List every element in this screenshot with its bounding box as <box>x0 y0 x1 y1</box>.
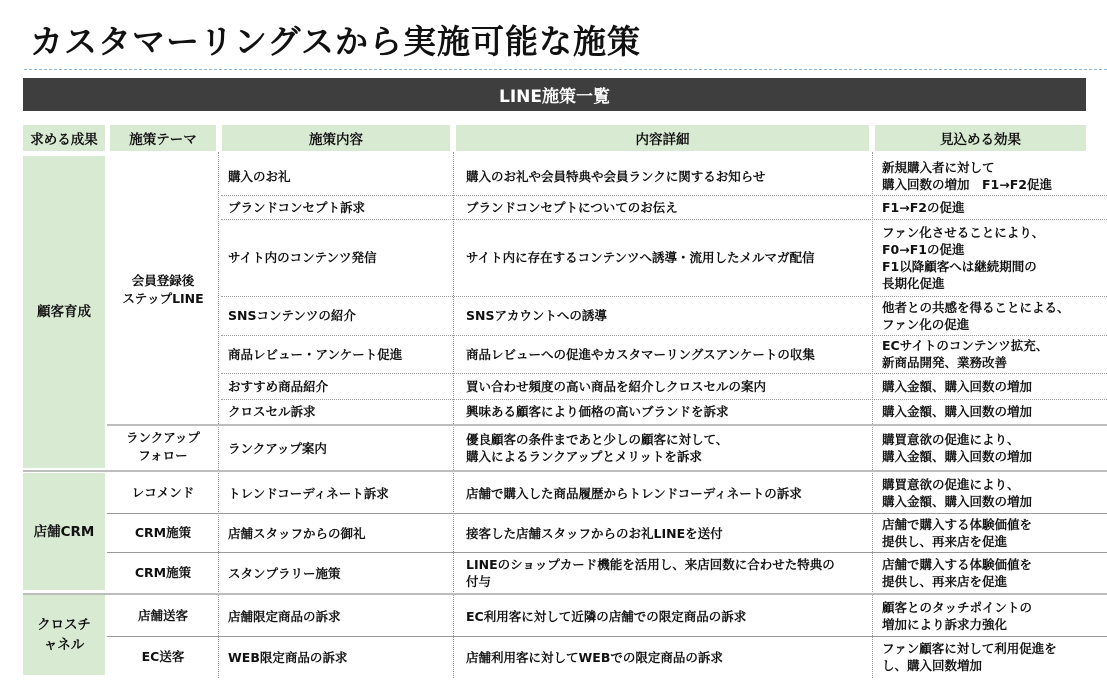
group-customer-development: 顧客育成 <box>23 156 105 468</box>
header-effect: 見込める効果 <box>875 125 1086 151</box>
row-effect: 他者との共感を得ることによる、 ファン化の促進 <box>882 299 1070 332</box>
row-detail: 商品レビューへの促進やカスタマーリングスアンケートの収集 <box>466 346 815 362</box>
theme-crm-1: CRM施策 <box>134 525 192 540</box>
row-effect: ECサイトのコンテンツ拡充、 新商品開発、業務改善 <box>882 338 1049 370</box>
row-detail: 買い合わせ頻度の高い商品を紹介しクロスセルの案内 <box>466 378 767 394</box>
header-detail: 内容詳細 <box>456 125 869 151</box>
row-divider <box>107 513 1107 514</box>
page-title: カスタマーリングスから実施可能な施策 <box>30 22 642 61</box>
theme-rank-up-follow: ランクアップ フォロー <box>126 430 200 463</box>
theme-recommend: レコメンド <box>131 485 195 500</box>
row-effect: 購入金額、購入回数の増加 <box>882 404 1033 419</box>
row-divider <box>107 636 1107 637</box>
column-divider <box>218 152 219 678</box>
column-divider <box>872 152 873 678</box>
theme-crm-2: CRM施策 <box>134 565 192 580</box>
row-content: 店舗限定商品の訴求 <box>228 608 341 624</box>
row-effect: 顧客とのタッチポイントの 増加により訴求力強化 <box>882 600 1033 632</box>
theme-member-step-line: 会員登録後 ステップLINE <box>122 273 204 306</box>
section-divider <box>107 424 1107 426</box>
row-effect: 新規購入者に対して 購入回数の増加 F1→F2促進 <box>882 160 1052 192</box>
row-detail: EC利用客に対して近隣の店舗での限定商品の訴求 <box>466 608 747 624</box>
row-content: スタンプラリー施策 <box>228 565 341 581</box>
row-effect: ファン顧客に対して利用促進を し、購入回数増加 <box>882 641 1057 673</box>
row-detail: ブランドコンセプトについてのお伝え <box>466 199 678 215</box>
column-divider <box>453 152 454 678</box>
row-content: ブランドコンセプト訴求 <box>228 199 366 215</box>
row-detail: 興味ある顧客により価格の高いブランドを訴求 <box>466 404 729 419</box>
header-theme: 施策テーマ <box>110 125 216 151</box>
row-effect: ファン化させることにより、 F0→F1の促進 F1以降顧客へは継続期間の 長期化促進 <box>882 224 1045 291</box>
row-detail: SNSアカウントへの誘導 <box>466 308 607 323</box>
row-content: トレンドコーディネート訴求 <box>228 485 389 501</box>
group-cross-channel <box>23 595 105 675</box>
section-divider <box>23 470 1107 472</box>
row-detail: サイト内に存在するコンテンツへ誘導・流用したメルマガ配信 <box>466 250 815 265</box>
row-effect: 購買意欲の促進により、 購入金額、購入回数の増加 <box>882 477 1033 509</box>
row-effect: 店舗で購入する体験価値を 提供し、再来店を促進 <box>882 517 1033 549</box>
row-content: サイト内のコンテンツ発信 <box>228 250 377 265</box>
header-content: 施策内容 <box>222 125 450 151</box>
row-divider <box>107 552 1107 553</box>
row-effect: 購買意欲の促進により、 購入金額、購入回数の増加 <box>882 432 1033 464</box>
group-cross-channel-label: クロスチャネル <box>37 617 91 653</box>
row-content: おすすめ商品紹介 <box>228 378 329 394</box>
row-effect: 購入金額、購入回数の増加 <box>882 378 1033 394</box>
section-divider <box>23 593 1107 595</box>
row-content: SNSコンテンツの紹介 <box>228 308 356 323</box>
row-detail: 優良顧客の条件まであと少しの顧客に対して、 購入によるランクアップとメリットを訴求 <box>466 432 729 464</box>
row-detail: 店舗利用客に対してWEBでの限定商品の訴求 <box>466 649 723 665</box>
group-store-crm: 店舗CRM <box>23 473 105 590</box>
row-effect: F1→F2の促進 <box>882 199 965 215</box>
row-detail: 店舗で購入した商品履歴からトレンドコーディネートの訴求 <box>466 485 802 501</box>
row-content: 商品レビュー・アンケート促進 <box>228 346 403 362</box>
row-detail: 接客した店舗スタッフからのお礼LINEを送付 <box>466 525 723 541</box>
row-content: 店舗スタッフからの御礼 <box>228 525 366 541</box>
row-content: ランクアップ案内 <box>228 440 327 456</box>
row-content: 購入のお礼 <box>228 168 291 184</box>
header-goal: 求める成果 <box>23 125 105 151</box>
theme-store-send: 店舗送客 <box>137 608 188 623</box>
row-content: WEB限定商品の訴求 <box>228 649 348 665</box>
row-effect: 店舗で購入する体験価値を 提供し、再来店を促進 <box>882 557 1033 589</box>
row-detail: 購入のお礼や会員特典や会員ランクに関するお知らせ <box>466 168 766 184</box>
title-divider <box>24 69 1107 70</box>
theme-ec-send: EC送客 <box>141 649 185 664</box>
row-detail: LINEのショップカード機能を活用し、来店回数に合わせた特典の 付与 <box>466 557 835 589</box>
row-content: クロスセル訴求 <box>228 404 316 419</box>
table-banner: LINE施策一覧 <box>23 78 1086 111</box>
